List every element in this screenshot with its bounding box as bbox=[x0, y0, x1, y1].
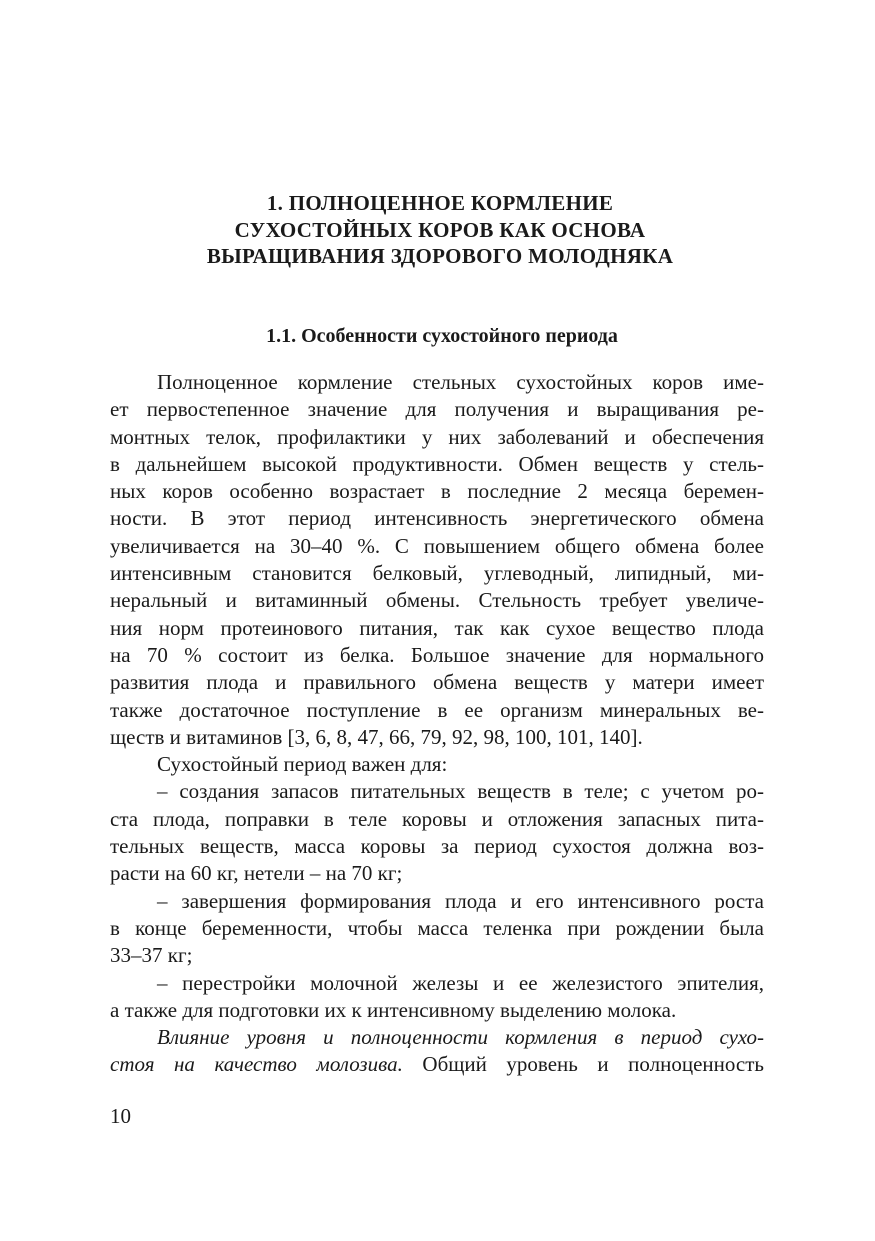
chapter-title-line: СУХОСТОЙНЫХ КОРОВ КАК ОСНОВА bbox=[234, 217, 646, 242]
text-line: тельных веществ, масса коровы за период сухостоя должна воз- bbox=[110, 834, 764, 859]
text-line: Полноценное кормление стельных сухостойных коров име- bbox=[157, 370, 764, 394]
text-line: увеличивается на 30–40 %. С повышением общего обмена более bbox=[110, 533, 764, 558]
list-item bbox=[110, 888, 764, 970]
text-line: – завершения формирования плода и его интенсивного роста bbox=[157, 888, 764, 913]
text-line: Сухостойный период важен для: bbox=[157, 752, 448, 777]
list-item bbox=[110, 970, 764, 1025]
text-line: 33–37 кг; bbox=[110, 943, 193, 968]
text-line: в дальнейшем высокой продуктивности. Обмен веществ у стель- bbox=[110, 451, 764, 476]
text-line: а также для подготовки их к интенсивному выделению молока. bbox=[110, 997, 677, 1022]
text-line: ет первостепенное значение для получения и выращивания ре- bbox=[110, 397, 764, 422]
page-number: 10 bbox=[110, 1104, 131, 1128]
text-line: развития плода и правильного обмена веществ у матери имеет bbox=[110, 670, 764, 695]
text-line: на 70 % состоит из белка. Большое значение для нормального bbox=[110, 642, 764, 667]
text-line: также достаточное поступление в ее организм минеральных ве- bbox=[110, 697, 764, 722]
paragraph bbox=[110, 751, 764, 778]
paragraph bbox=[110, 1024, 764, 1079]
italic-text: стоя на качество молозива. bbox=[110, 1052, 403, 1077]
body-text bbox=[110, 369, 764, 1079]
text-line: – перестройки молочной железы и ее железистого эпителия, bbox=[157, 970, 764, 995]
text-line: неральный и витаминный обмены. Стельность требует увеличе- bbox=[110, 588, 764, 613]
text-line: ста плода, поправки в теле коровы и отложения запасных пита- bbox=[110, 806, 764, 831]
text-line: – создания запасов питательных веществ в теле; с учетом ро- bbox=[157, 779, 764, 804]
regular-text: Общий уровень и полноценность bbox=[402, 1052, 764, 1077]
list-item bbox=[110, 778, 764, 887]
text-line: монтных телок, профилактики у них заболеваний и обеспечения bbox=[110, 424, 764, 449]
text-line: расти на 60 кг, нетели – на 70 кг; bbox=[110, 861, 403, 886]
text-line: ности. В этот период интенсивность энергетического обмена bbox=[110, 506, 764, 531]
text-line: Влияние уровня и полноценности кормления в период сухо- bbox=[157, 1025, 764, 1050]
text-line: интенсивным становится белковый, углеводный, липидный, ми- bbox=[110, 561, 764, 586]
chapter-title bbox=[0, 190, 875, 270]
text-line bbox=[110, 1051, 764, 1078]
text-line: ществ и витаминов [3, 6, 8, 47, 66, 79, 92, 98, 100, 101, 140]. bbox=[110, 724, 643, 749]
text-line: ных коров особенно возрастает в последние 2 месяца беремен- bbox=[110, 479, 764, 504]
chapter-title-line: 1. ПОЛНОЦЕННОЕ КОРМЛЕНИЕ bbox=[266, 191, 614, 215]
chapter-title-line: ВЫРАЩИВАНИЯ ЗДОРОВОГО МОЛОДНЯКА bbox=[206, 244, 674, 268]
text-line: в конце беременности, чтобы масса теленка при рождении была bbox=[110, 915, 764, 940]
paragraph bbox=[110, 369, 764, 751]
text-line: ния норм протеинового питания, так как сухое вещество плода bbox=[110, 615, 764, 640]
section-title: 1.1. Особенности сухостойного периода bbox=[266, 325, 618, 347]
